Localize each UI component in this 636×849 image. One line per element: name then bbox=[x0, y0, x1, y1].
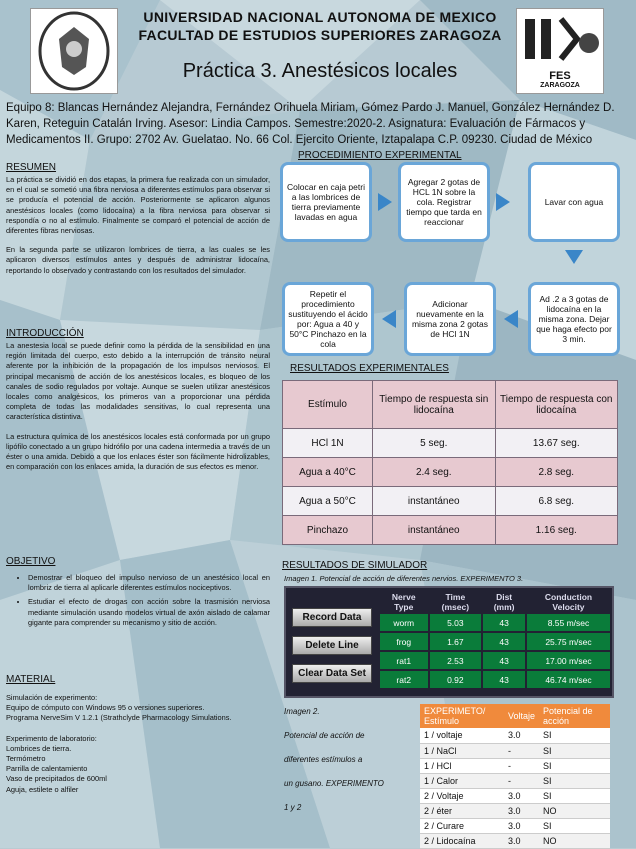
caption2-line: Imagen 2. bbox=[284, 707, 320, 716]
procedimiento-heading: PROCEDIMIENTO EXPERIMENTAL bbox=[298, 150, 462, 161]
results-cell: 2.4 seg. bbox=[373, 458, 496, 487]
exp-cell: 2 / Lidocaína bbox=[420, 833, 504, 848]
table-row bbox=[420, 758, 610, 773]
exp-cell: 3.0 bbox=[504, 833, 539, 848]
procedure-step-2: Agregar 2 gotas de HCL 1N sobre la cola. Registrar tiempo que tarda en reaccionar bbox=[398, 162, 490, 242]
material-lab-line: Termómetro bbox=[6, 754, 46, 764]
resumen-p2: En la segunda parte se utilizaron lombrices de tierra, a las cuales se les aplicaron diversos estímulos antes y después de administrar lidocaína, reportando lo observado y contrastando con los resultados del simulador. bbox=[6, 245, 270, 275]
resumen-p1: La práctica se dividió en dos etapas, la primera fue realizada con un simulador, en el cual se sometió una fibra nerviosa a diferentes estímulos para observar si se producía el potencial de acción. Posteriormente se aplicaron algunos anestésicos locales (como lidocaína) a la fibra nerviosa para observar si respondía o no al estímulo. Finalmente se comparó el potencial de acción de diferentes fibras nerviosas. bbox=[6, 175, 270, 236]
exp-cell: 1 / voltaje bbox=[420, 728, 504, 743]
exp-cell: 1 / Calor bbox=[420, 773, 504, 788]
table-row bbox=[420, 743, 610, 758]
exp-cell: 1 / HCl bbox=[420, 758, 504, 773]
exp-cell: 3.0 bbox=[504, 788, 539, 803]
record-data-button[interactable]: Record Data bbox=[292, 608, 372, 627]
material-sim-title: Simulación de experimento: bbox=[6, 693, 98, 702]
material-lab-title: Experimento de laboratorio: bbox=[6, 733, 97, 743]
simulador-caption2 bbox=[284, 700, 414, 820]
results-cell: 5 seg. bbox=[373, 429, 496, 458]
introduccion-heading: INTRODUCCIÓN bbox=[6, 328, 84, 339]
material-section bbox=[6, 674, 270, 795]
header-line1: UNIVERSIDAD NACIONAL AUTONOMA DE MEXICO bbox=[143, 9, 497, 25]
exp-cell: SI bbox=[539, 728, 610, 743]
university-header bbox=[120, 8, 520, 44]
procedure-step-3: Lavar con agua bbox=[528, 162, 620, 242]
caption2-line: un gusano. EXPERIMENTO bbox=[284, 779, 384, 788]
exp-cell: NO bbox=[539, 833, 610, 848]
results-cell: Agua a 40°C bbox=[283, 458, 373, 487]
sim-cell: rat2 bbox=[379, 670, 429, 689]
sim-cell: 43 bbox=[482, 670, 526, 689]
arrow-left-icon bbox=[504, 310, 518, 328]
sim-cell: 46.74 m/sec bbox=[526, 670, 611, 689]
table-row bbox=[283, 516, 618, 545]
exp-cell: - bbox=[504, 773, 539, 788]
sim-cell: 43 bbox=[482, 651, 526, 670]
material-sim-line: Equipo de cómputo con Windows 95 o versiones superiores. bbox=[6, 703, 205, 713]
exp-cell: 2 / Curare bbox=[420, 818, 504, 833]
simulador-caption1: Imagen 1. Potencial de acción de diferentes nervios. EXPERIMENTO 3. bbox=[284, 574, 524, 583]
objetivo-section bbox=[6, 556, 270, 632]
exp-col-header: Voltaje bbox=[504, 704, 539, 728]
sim-cell: 1.67 bbox=[429, 632, 483, 651]
results-table bbox=[282, 380, 618, 545]
objetivo-item: • Estudiar el efecto de drogas con acción sobre la trasmisión nerviosa mediante simulación usando modelos virtual de axón aislado de calamar gigante para comprender su mecanismo y sitio de acción. bbox=[28, 597, 270, 628]
simulator-table bbox=[378, 592, 612, 690]
exp-cell: 3.0 bbox=[504, 818, 539, 833]
unam-shield-icon bbox=[31, 9, 117, 93]
material-lab-line: Lombrices de tierra. bbox=[6, 743, 72, 753]
results-col-header: Tiempo de respuesta con lidocaína bbox=[495, 381, 617, 429]
table-row bbox=[420, 803, 610, 818]
objetivo-heading: OBJETIVO bbox=[6, 556, 56, 567]
results-cell: 1.16 seg. bbox=[495, 516, 617, 545]
results-cell: HCl 1N bbox=[283, 429, 373, 458]
authors-block: Equipo 8: Blancas Hernández Alejandra, Fernández Orihuela Miriam, Gómez Pardo J. Manuel, González Hernández D. Karen, Reteguin Catalán Irving. Asesor: Lindia Campos. Semestre:2020-2. Asignatura: Evaluación de Fármacos y Medicamentos II. Grupo: 2702 Av. Guelatao. No. 66 Col. Ejercito Oriente, Iztapalapa C.P. 09230. Ciudad de México bbox=[6, 102, 615, 146]
fes-logo-sub: ZARAGOZA bbox=[540, 82, 580, 89]
sim-cell: 0.92 bbox=[429, 670, 483, 689]
table-row bbox=[420, 773, 610, 788]
sim-col-header: Nerve Type bbox=[391, 592, 416, 612]
sim-cell: 25.75 m/sec bbox=[526, 632, 611, 651]
results-cell: Agua a 50°C bbox=[283, 487, 373, 516]
exp-cell: 3.0 bbox=[504, 728, 539, 743]
caption2-line: Potencial de acción de bbox=[284, 731, 365, 740]
simulator-panel bbox=[284, 586, 614, 698]
fes-logo-text: FES bbox=[549, 70, 571, 82]
procedure-step-4: Ad .2 a 3 gotas de lidocaína en la misma zona. Dejar que haga efecto por 3 min. bbox=[528, 282, 620, 356]
arrow-right-icon bbox=[378, 193, 392, 211]
table-row bbox=[283, 429, 618, 458]
fes-logo bbox=[516, 8, 604, 94]
procedure-step-5: Adicionar nuevamente en la misma zona 2 gotas de HCl 1N bbox=[404, 282, 496, 356]
sim-col-header: Dist (mm) bbox=[493, 592, 515, 612]
exp-cell: 2 / éter bbox=[420, 803, 504, 818]
exp-cell: SI bbox=[539, 758, 610, 773]
arrow-right-icon bbox=[496, 193, 510, 211]
sim-cell: worm bbox=[379, 613, 429, 632]
exp-cell: 3.0 bbox=[504, 803, 539, 818]
material-lab-line: Aguja, estilete o alfiler bbox=[6, 784, 79, 794]
unam-logo bbox=[30, 8, 118, 94]
sim-cell: rat1 bbox=[379, 651, 429, 670]
exp-cell: NO bbox=[539, 803, 610, 818]
sim-cell: 43 bbox=[482, 613, 526, 632]
results-cell: 2.8 seg. bbox=[495, 458, 617, 487]
table-row bbox=[283, 487, 618, 516]
fes-emblem-icon bbox=[517, 15, 603, 65]
table-row bbox=[379, 670, 611, 689]
resumen-section bbox=[6, 162, 270, 285]
clear-data-set-button[interactable]: Clear Data Set bbox=[292, 664, 372, 683]
arrow-down-icon bbox=[565, 250, 583, 264]
table-row bbox=[420, 818, 610, 833]
resultados-heading: RESULTADOS EXPERIMENTALES bbox=[290, 363, 449, 374]
sim-col-header: Time (msec) bbox=[441, 592, 470, 612]
sim-cell: 8.55 m/sec bbox=[526, 613, 611, 632]
introduccion-p2: La estructura química de los anestésicos locales está conformada por un grupo lipófilo conectado a un grupo hidrófilo por una cadena intermedia a través de un éster o una amida. Debido a que los enlaces éster son fácilmente hidrolizables, en comparación con los enlaces amida, la duración de sus efectos es menor. bbox=[6, 431, 270, 472]
results-col-header: Estímulo bbox=[283, 381, 373, 429]
table-row bbox=[283, 458, 618, 487]
caption2-line: 1 y 2 bbox=[284, 803, 302, 812]
exp-col-header: EXPERIMETO/ Estímulo bbox=[420, 704, 504, 728]
exp-cell: 2 / Voltaje bbox=[420, 788, 504, 803]
results-cell: Pinchazo bbox=[283, 516, 373, 545]
sim-cell: frog bbox=[379, 632, 429, 651]
resumen-heading: RESUMEN bbox=[6, 162, 57, 173]
sim-cell: 5.03 bbox=[429, 613, 483, 632]
results-cell: instantáneo bbox=[373, 487, 496, 516]
material-lab-line: Parrilla de calentamiento bbox=[6, 764, 88, 774]
procedure-step-6: Repetir el procedimiento sustituyendo el ácido por: Agua a 40 y 50°C Pinchazo en la cola bbox=[282, 282, 374, 356]
exp-cell: SI bbox=[539, 773, 610, 788]
sim-cell: 17.00 m/sec bbox=[526, 651, 611, 670]
table-row bbox=[379, 651, 611, 670]
material-lab-line: Vaso de precipitados de 600ml bbox=[6, 774, 107, 784]
procedure-step-1: Colocar en caja petri a las lombrices de tierra previamente lavadas en agua bbox=[280, 162, 372, 242]
exp-cell: SI bbox=[539, 788, 610, 803]
sim-col-header: Conduction Velocity bbox=[544, 592, 593, 612]
exp-col-header: Potencial de acción bbox=[539, 704, 610, 728]
exp-cell: SI bbox=[539, 743, 610, 758]
arrow-left-icon bbox=[382, 310, 396, 328]
material-sim-line: Programa NerveSim V 1.2.1 (Strathclyde Pharmacology Simulations. bbox=[6, 713, 232, 723]
delete-line-button[interactable]: Delete Line bbox=[292, 636, 372, 655]
table-row bbox=[379, 632, 611, 651]
experiments-table bbox=[420, 704, 610, 849]
material-heading: MATERIAL bbox=[6, 674, 56, 685]
caption2-line: diferentes estímulos a bbox=[284, 755, 363, 764]
exp-cell: - bbox=[504, 743, 539, 758]
introduccion-p1: La anestesia local se puede definir como la pérdida de la sensibilidad en una región limitada del cuerpo, esto debido a la interrupción de tránsito neural aferente por la inhibición de la propagación de los impulsos nerviosos. El principal mecanismo de acción de los anestésicos locales, es bloqueo de los canales de sodio regulados por voltaje. Aunque se suelen utilizar anestésicos locales como analgésicos, los primeros van a proporcionar una pérdida completa de todas las modalidades sensitivas, lo cual representa una característica distintiva. bbox=[6, 341, 270, 422]
table-row bbox=[420, 788, 610, 803]
table-row bbox=[420, 833, 610, 848]
poster-title: Práctica 3. Anestésicos locales bbox=[182, 60, 458, 82]
header-line2: FACULTAD DE ESTUDIOS SUPERIORES ZARAGOZA bbox=[138, 27, 502, 43]
objetivo-item: • Demostrar el bloqueo del impulso nervioso de un anestésico local en lombriz de tierra al aplicarle diferentes estímulos nociceptivos. bbox=[28, 573, 270, 593]
sim-cell: 2.53 bbox=[429, 651, 483, 670]
table-row bbox=[379, 613, 611, 632]
results-col-header: Tiempo de respuesta sin lidocaína bbox=[373, 381, 496, 429]
results-cell: instantáneo bbox=[373, 516, 496, 545]
sim-cell: 43 bbox=[482, 632, 526, 651]
results-cell: 6.8 seg. bbox=[495, 487, 617, 516]
results-cell: 13.67 seg. bbox=[495, 429, 617, 458]
introduccion-section bbox=[6, 328, 270, 481]
exp-cell: - bbox=[504, 758, 539, 773]
simulador-heading: RESULTADOS DE SIMULADOR bbox=[282, 560, 428, 571]
exp-cell: SI bbox=[539, 818, 610, 833]
table-row bbox=[420, 728, 610, 743]
exp-cell: 1 / NaCl bbox=[420, 743, 504, 758]
